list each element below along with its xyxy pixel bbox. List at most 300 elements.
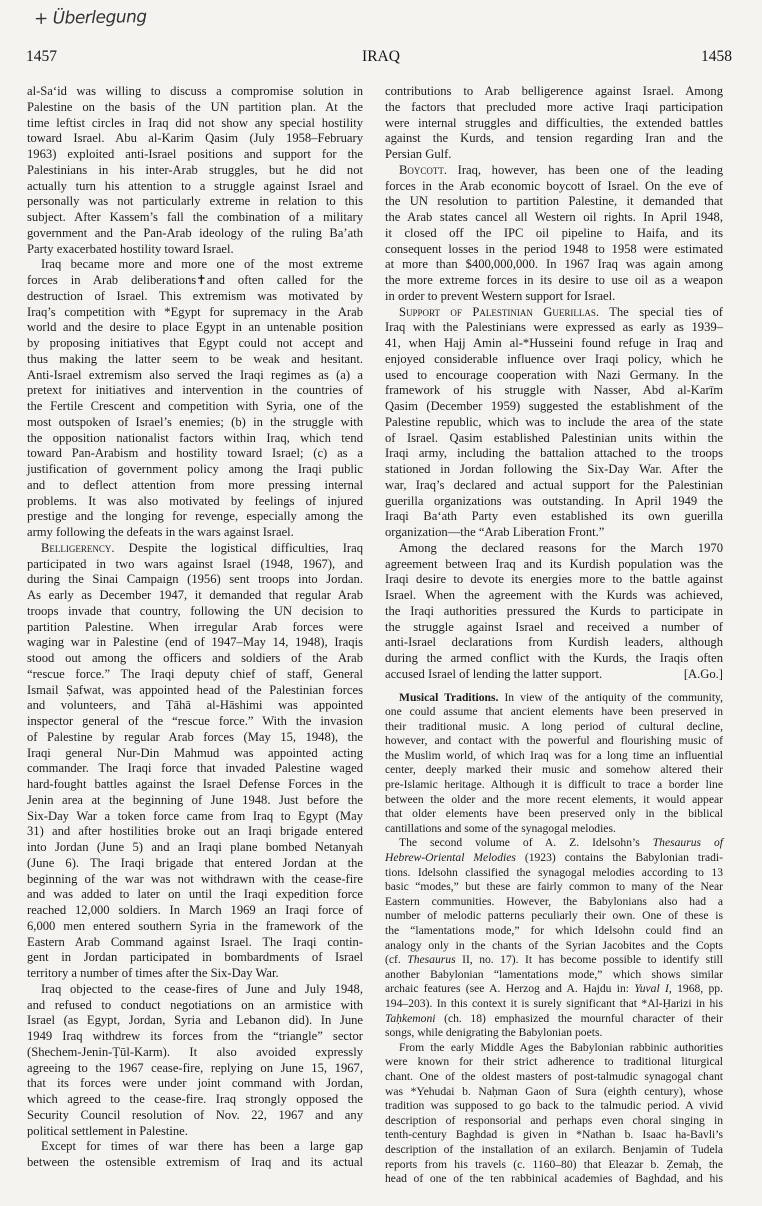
text-line xyxy=(27,541,363,557)
text-line xyxy=(27,840,363,856)
line-text: (cf. xyxy=(385,953,408,967)
line-text: which agreed to the cease-fire. Iraq strongly opposed the xyxy=(27,1092,363,1106)
line-text: stationed in Jordan following the Six-Day War. After the xyxy=(385,462,723,476)
iraq-israel-section xyxy=(385,84,723,683)
line-text: Ismail Ṣafwat, was appointed head of the Palestinian forces xyxy=(27,682,363,697)
text-line xyxy=(27,383,363,399)
text-line xyxy=(385,822,723,837)
text-line xyxy=(27,399,363,415)
text-line xyxy=(27,352,363,368)
text-line xyxy=(385,836,723,851)
line-text: political settlement in Palestine. xyxy=(27,1123,188,1138)
text-line xyxy=(385,895,723,910)
line-text: Eastern Arab Command against Israel. The Iraqi contin- xyxy=(27,934,363,949)
line-text: problems. It was also motivated by feelings of injured xyxy=(27,493,363,508)
text-line xyxy=(27,179,363,195)
line-text: and was added to later on until the Iraqi expedition force xyxy=(27,887,363,902)
text-line xyxy=(27,305,363,321)
line-text: pretext for initiatives and intervention in the countries of xyxy=(27,383,363,398)
line-text: Israel (as Egypt, Jordan, Syria and Lebanon did). In June xyxy=(27,1013,363,1028)
line-text: between the ostensible extremism of Iraq and its actual xyxy=(27,1155,363,1169)
text-line xyxy=(385,720,723,735)
line-text: Jenin area at the beginning of June 1948. Just before the xyxy=(27,792,363,807)
text-line xyxy=(27,903,363,919)
text-line xyxy=(27,998,363,1014)
text-line xyxy=(27,856,363,872)
text-line xyxy=(27,872,363,888)
line-text: Iraq became more and more one of the most extreme xyxy=(41,257,363,272)
text-line xyxy=(385,1026,723,1041)
text-line xyxy=(27,273,363,289)
text-line xyxy=(27,698,363,714)
text-line xyxy=(27,950,363,966)
line-text: it closed off the IPC oil pipeline to Haifa, and its xyxy=(385,225,723,240)
text-line xyxy=(27,1045,363,1061)
text-line xyxy=(27,935,363,951)
text-line xyxy=(27,635,363,651)
text-line xyxy=(27,509,363,525)
line-text: most outspoken of Israel’s enemies; (b) in the struggle with xyxy=(27,414,363,429)
line-text: partition Palestine. When irregular Arab forces were xyxy=(27,619,363,634)
line-text: “rescue force.” The Iraqi deputy chief of staff, General xyxy=(27,666,363,681)
text-line xyxy=(27,1061,363,1077)
line-text: and volunteers, and Ṭāhā al-Hāshimi was appointed xyxy=(27,698,363,713)
text-line xyxy=(385,84,723,100)
line-text: 31) and after hostilities broke out an Iraqi brigade entered xyxy=(27,824,363,839)
text-line xyxy=(27,714,363,730)
line-text: the UN resolution to partition Palestine, it demanded that xyxy=(385,194,723,209)
text-line xyxy=(385,1012,723,1027)
line-text: Iraq’s competition with *Egypt for supremacy in the Arab xyxy=(27,304,363,319)
text-line xyxy=(27,887,363,903)
text-line xyxy=(27,320,363,336)
text-line xyxy=(27,289,363,305)
line-text: anti-Israel declarations from Kurdish leaders, although xyxy=(385,635,723,650)
text-line xyxy=(385,1085,723,1100)
text-line xyxy=(385,494,723,510)
line-text: Iraqi Ba‘ath Party even established its own guerilla xyxy=(385,509,723,524)
line-text: 6,000 men entered southern Syria in the framework of the xyxy=(27,918,363,933)
line-text: Israel. When the agreement with the Kurds was achieved, xyxy=(385,588,723,602)
text-line xyxy=(385,1128,723,1143)
line-text: Qasim (December 1959) suggested the establishment of the xyxy=(385,399,723,413)
line-text: however, and contact with the powerful and flourishing music of xyxy=(385,734,723,748)
text-line xyxy=(385,1070,723,1085)
line-text: and refused to conduct negotiations on an armistice with xyxy=(27,997,363,1012)
text-line xyxy=(27,462,363,478)
text-line xyxy=(27,147,363,163)
line-text: the “lamentations mode,” for which Idelsohn could find an xyxy=(385,924,723,937)
line-text: the Arab states cancel all Western oil rights. In April 1948, xyxy=(385,210,723,224)
line-text: consequent losses in the period 1948 to 1958 were estimated xyxy=(385,241,723,256)
text-line xyxy=(385,210,723,226)
text-line xyxy=(27,1092,363,1108)
text-line xyxy=(385,320,723,336)
text-line xyxy=(27,1108,363,1124)
page-number-left: 1457 xyxy=(26,48,57,65)
text-line xyxy=(27,116,363,132)
text-line xyxy=(385,557,723,573)
line-text: Eastern communities. However, the Babylonians also had a xyxy=(385,894,723,908)
text-line xyxy=(385,194,723,210)
line-text: basic “modes,” but these are fairly common to many of the Near xyxy=(385,880,723,894)
text-line xyxy=(385,226,723,242)
line-text: Iraq with the Palestinians were expressed as early as 1939– xyxy=(385,320,723,335)
italic-title: Yuval I, xyxy=(634,982,672,996)
text-line xyxy=(27,242,363,258)
line-text: cantillations and some of the synagogal melodies. xyxy=(385,821,616,835)
line-text: waging war in Palestine (end of 1947–May 14, 1948), Iraqis xyxy=(27,635,363,650)
line-text: enjoyed considerable influence over Iraqi policy, which he xyxy=(385,351,723,366)
italic-title: Taḥkemoni xyxy=(385,1011,436,1025)
line-text: (Shechem-Jenin-Ṭūl-Karm). It also avoided expressly xyxy=(27,1044,363,1059)
text-line xyxy=(385,620,723,636)
italic-title: Thesaurus of xyxy=(652,836,724,850)
line-text: Security Council resolution of Nov. 22, 1967 and any xyxy=(27,1107,363,1122)
line-text: the more extreme forces in its desire to use oil as a weapon xyxy=(385,273,723,287)
line-text: were internal struggles and difficulties, the extended battles xyxy=(385,115,723,130)
line-text: 1968, pp. xyxy=(671,982,723,996)
text-line xyxy=(385,588,723,604)
text-line xyxy=(385,572,723,588)
line-text: Among the declared reasons for the March 1970 xyxy=(399,540,723,555)
line-text: 1963) exploited anti-Israel positions and support for the xyxy=(27,147,363,161)
text-line xyxy=(385,131,723,147)
line-text: territory a number of times after the Six-Day War. xyxy=(27,966,279,980)
text-line xyxy=(27,446,363,462)
text-line xyxy=(27,415,363,431)
line-text: 41, when Hajj Amin al-*Husseini found refuge in Iraq and xyxy=(385,336,723,350)
line-text: archaic features (see A. Herzog and A. Hajdu in: xyxy=(385,982,635,996)
text-line xyxy=(27,431,363,447)
line-text: 194–203). In this context it is surely significant that *Al-Ḥarizi in his xyxy=(385,996,723,1010)
handwritten-annotation: + Überlegung xyxy=(33,7,147,29)
line-text: personally was not particularly extreme in relation to this xyxy=(27,194,363,209)
text-line xyxy=(27,588,363,604)
text-line xyxy=(27,336,363,352)
line-text: organization—the “Arab Liberation Front.” xyxy=(385,525,605,539)
text-line xyxy=(27,777,363,793)
line-text: analogy only in the chants of the Syrian Jacobites and the Copts xyxy=(385,938,723,952)
line-text: actually turn his attention to a struggle against Israel and xyxy=(27,178,363,193)
line-text: As early as December 1947, it demanded that regular Arab xyxy=(27,588,363,602)
text-line xyxy=(385,509,723,525)
text-line xyxy=(27,478,363,494)
line-text: . Despite the logistical difficulties, Iraq xyxy=(111,540,363,555)
text-line xyxy=(385,273,723,289)
text-line xyxy=(385,851,723,866)
line-text: 1949 Iraq withdrew its forces from the “triangle” sector xyxy=(27,1029,363,1043)
text-line xyxy=(385,368,723,384)
line-text: inspector general of the “rescue force.” With the invasion xyxy=(27,714,363,728)
line-text: Iraqi army, including the battalion attached to the troops xyxy=(385,446,723,461)
text-line xyxy=(385,807,723,822)
line-text: the Muslim world, of which Iraq was for a long time an influential xyxy=(385,748,723,762)
line-text: commander. The Iraqi force that invaded Palestine waged xyxy=(27,761,363,776)
line-text: army following the defeats in the wars against Israel. xyxy=(27,525,294,539)
text-line xyxy=(385,997,723,1012)
text-line xyxy=(385,163,723,179)
text-line xyxy=(27,730,363,746)
text-line xyxy=(27,809,363,825)
text-line xyxy=(385,1099,723,1114)
line-text: one could assume that ancient elements have been preserved in xyxy=(385,705,723,719)
text-line xyxy=(385,651,723,667)
line-text: that older elements have been preserved only in the biblical xyxy=(385,807,723,821)
text-line xyxy=(27,572,363,588)
line-text: world and the desire to place Egypt in an untenable position xyxy=(27,320,363,335)
line-text: their traditional music. A long period of cultural decline, xyxy=(385,719,723,733)
line-text: contributions to Arab belligerence against Israel. Among xyxy=(385,84,723,98)
text-line xyxy=(27,557,363,573)
text-line xyxy=(385,1041,723,1056)
line-text: (1923) contains the Babylonian tradi- xyxy=(515,851,723,865)
running-title: IRAQ xyxy=(362,48,400,65)
text-line xyxy=(27,966,363,982)
text-line xyxy=(385,880,723,895)
text-line xyxy=(27,1029,363,1045)
text-line xyxy=(385,352,723,368)
text-line xyxy=(385,525,723,541)
line-text: Persian Gulf. xyxy=(385,147,452,161)
line-text: songs, while denigrating the Babylonian poets. xyxy=(385,1026,603,1040)
text-line xyxy=(385,866,723,881)
line-text: by proposing initiatives that Egypt could not accept and xyxy=(27,336,363,350)
line-text: guerilla organizations was outstanding. In April 1949 the xyxy=(385,493,723,508)
line-text: number of melodic patterns peculiarly their own. One of these is xyxy=(385,909,723,923)
line-text: accused Israel of lending the latter support. xyxy=(385,666,603,681)
text-line xyxy=(27,982,363,998)
musical-traditions-section xyxy=(385,691,723,1187)
line-text: justification of government policy among the Iraqi public xyxy=(27,462,363,476)
line-text: hard-fought battles against the Israel Defense Forces in the xyxy=(27,777,363,791)
text-line xyxy=(385,100,723,116)
text-line xyxy=(385,1158,723,1173)
line-text: The second volume of A. Z. Idelsohn’s xyxy=(399,836,653,850)
text-line xyxy=(27,525,363,541)
line-text: war, Iraq’s declared and actual support for the Palestinian xyxy=(385,477,723,492)
text-line xyxy=(27,210,363,226)
line-text: was *Yehudai b. Naḥman Gaon of Sura (eighth century), whose xyxy=(385,1084,723,1098)
text-line xyxy=(27,494,363,510)
text-line xyxy=(385,289,723,305)
text-line xyxy=(385,749,723,764)
line-text: beginning of the war was not withdrawn with the cease-fire xyxy=(27,871,363,886)
line-text: troops invade that country, following the UN decision to xyxy=(27,603,363,618)
text-line xyxy=(385,909,723,924)
line-text: the struggle against Israel and received a number of xyxy=(385,619,723,634)
text-line xyxy=(385,257,723,273)
line-text: at more than $400,000,000. In 1967 Iraq was again among xyxy=(385,257,723,272)
line-text: that its forces were under joint command with Jordan, xyxy=(27,1076,363,1091)
line-text: subject. After Kassem’s fall the combination of a military xyxy=(27,210,363,224)
text-line xyxy=(27,667,363,683)
line-text: framework of his struggle with Nasser, Abd al-Karīm xyxy=(385,383,723,398)
text-line xyxy=(385,939,723,954)
line-text: the Iraqi authorities pressured the Kurds to participate in xyxy=(385,603,723,618)
text-line xyxy=(385,478,723,494)
text-line xyxy=(27,163,363,179)
text-line xyxy=(27,84,363,100)
line-text: reached 12,000 soldiers. In March 1969 an Iraqi force of xyxy=(27,903,363,917)
text-line xyxy=(27,1013,363,1029)
line-text: Palestinians in his inter-Arab struggles, but he did not xyxy=(27,162,363,177)
line-text: the factors that precluded more active Iraqi participation xyxy=(385,99,723,114)
line-text: description of responsorial and perhaps even choral singing in xyxy=(385,1113,723,1127)
line-text: agreeing to the 1967 cease-fire, replying on June 15, 1967, xyxy=(27,1060,363,1075)
section-heading: Boycott xyxy=(399,162,444,177)
text-line xyxy=(385,1114,723,1129)
line-text: pre-Islamic heritage. Although it is difficult to trace a border line xyxy=(385,778,723,792)
right-column xyxy=(385,84,723,1187)
line-text: of Palestine by regular Arab forces (May 15, 1948), the xyxy=(27,729,363,744)
line-text: Except for times of war there has been a large gap xyxy=(41,1139,363,1154)
author-signature: [A.Go.] xyxy=(683,666,723,681)
text-line xyxy=(385,1172,723,1187)
line-text: Iraqi general Nur-Din Mahmud was appointed acting xyxy=(27,745,363,760)
text-line xyxy=(385,1055,723,1070)
text-line xyxy=(27,100,363,116)
left-column xyxy=(27,84,363,1171)
text-line xyxy=(27,368,363,384)
text-line xyxy=(385,446,723,462)
text-line xyxy=(27,131,363,147)
text-line xyxy=(385,635,723,651)
line-text: during the Sinai Campaign (1956) sent troops into Jordan. xyxy=(27,572,363,587)
line-text: (ch. 18) emphasized the mournful character of their xyxy=(435,1011,723,1025)
text-line xyxy=(385,399,723,415)
text-line xyxy=(385,1143,723,1158)
text-line xyxy=(385,604,723,620)
text-line xyxy=(385,147,723,163)
section-heading: Belligerency xyxy=(41,540,112,555)
line-text: destruction of Israel. This extremism was motivated by xyxy=(27,288,363,303)
line-text: tions. Idelsohn classified the synagogal melodies according to 13 xyxy=(385,865,723,879)
text-line xyxy=(385,431,723,447)
line-text: thus making the latter seem to be weak and hesitant. xyxy=(27,351,363,366)
text-line xyxy=(385,982,723,997)
text-line xyxy=(385,415,723,431)
line-text: used to encourage cooperation with Nazi Germany. In the xyxy=(385,367,723,382)
text-line xyxy=(27,1155,363,1171)
line-text: between the older and the more recent elements, it would appear xyxy=(385,792,723,806)
italic-title: Thesaurus xyxy=(407,953,456,967)
text-line xyxy=(27,194,363,210)
line-text: Iraqi desire to devote its energies more to the battle against xyxy=(385,572,723,587)
text-line xyxy=(27,226,363,242)
line-text: Party exacerbated hostility toward Israel. xyxy=(27,241,234,256)
line-text: stood out among the officers and soldiers of the Arab xyxy=(27,651,363,665)
text-line xyxy=(385,305,723,321)
text-line xyxy=(385,541,723,557)
line-text: reports from his travels (c. 1160–80) that Eleazar b. Ẓemaḥ, the xyxy=(385,1157,723,1171)
text-line xyxy=(385,667,723,683)
text-line xyxy=(385,383,723,399)
line-text: head of one of the ten rabbinical academies of Baghdad, and his xyxy=(385,1172,723,1186)
line-text: and to deflect attention from more pressing internal xyxy=(27,477,363,492)
text-line xyxy=(27,824,363,840)
text-line xyxy=(385,778,723,793)
text-line xyxy=(385,462,723,478)
text-line xyxy=(385,953,723,968)
line-text: the Fertile Crescent and competition with Syria, one of the xyxy=(27,399,363,413)
text-line xyxy=(27,919,363,935)
line-text: during the armed conflict with the Kurds, the Iraqis often xyxy=(385,651,723,665)
line-text: In view of the antiquity of the community, xyxy=(498,690,723,704)
text-line xyxy=(385,763,723,778)
line-text: agreement between Iraq and its Kurdish population was the xyxy=(385,556,723,571)
line-text: prestige and the longing for revenge, especially among the xyxy=(27,509,363,524)
italic-title: Hebrew-Oriental Melodies xyxy=(385,851,516,865)
line-text: time leftist circles in Iraq did not show any special hostility xyxy=(27,115,363,130)
line-text: chant. One of the oldest masters of post-talmudic synagogal chant xyxy=(385,1069,723,1083)
line-text: forces in the Arab economic boycott of Israel. On the eve of xyxy=(385,178,723,193)
text-line xyxy=(27,257,363,273)
section-heading: Support of Palestinian Guerillas xyxy=(399,304,596,319)
text-line xyxy=(27,1124,363,1140)
line-text: forces in Arab deliberations✝and often called for the xyxy=(27,273,363,287)
page-number-right: 1458 xyxy=(701,48,732,65)
line-text: were known for their strict adherence to traditional liturgical xyxy=(385,1055,723,1069)
text-line xyxy=(27,604,363,620)
text-line xyxy=(385,336,723,352)
line-text: Anti-Israel extremism also served the Iraqi regimes as (a) a xyxy=(27,367,363,382)
text-line xyxy=(385,968,723,983)
line-text: another Babylonian “lamentations mode,” which shows similar xyxy=(385,967,723,981)
line-text: From the early Middle Ages the Babylonian rabbinic authorities xyxy=(399,1040,723,1054)
line-text: Palestine republic, which was to include the area of the state xyxy=(385,414,723,429)
line-text: Iraq objected to the cease-fires of June and July 1948, xyxy=(41,981,363,996)
line-text: II, no. 17). It has become possible to identify still xyxy=(455,953,724,967)
line-text: in order to prevent Western support for Israel. xyxy=(385,288,616,303)
text-line xyxy=(27,1076,363,1092)
text-line xyxy=(27,1139,363,1155)
line-text: Palestine on the basis of the UN partition plan. At the xyxy=(27,99,363,114)
text-line xyxy=(27,651,363,667)
line-text: tradition was supposed to go back to the talmudic period. A vivid xyxy=(385,1099,723,1113)
text-line xyxy=(385,734,723,749)
line-text: . The special ties of xyxy=(595,304,723,319)
line-text: description of the installation of an exilarch. Benjamin of Tudela xyxy=(385,1142,723,1156)
line-text: . Iraq, however, has been one of the leading xyxy=(443,162,723,177)
text-line xyxy=(27,683,363,699)
text-line xyxy=(385,242,723,258)
text-line xyxy=(385,924,723,939)
text-line xyxy=(385,116,723,132)
text-line xyxy=(27,620,363,636)
section-heading: Musical Traditions. xyxy=(399,690,499,704)
text-line xyxy=(385,179,723,195)
line-text: government and the Pan-Arab ideology of the ruling Ba’ath xyxy=(27,225,363,240)
line-text: Six-Day War a token force came from Iraq to Egypt (May xyxy=(27,808,363,823)
line-text: toward Israel. Abu al-Karim Qasim (July 1958–February xyxy=(27,131,363,146)
text-line xyxy=(385,793,723,808)
text-line xyxy=(385,705,723,720)
text-line xyxy=(27,746,363,762)
line-text: of Israel. Qasim established Palestinian units within the xyxy=(385,430,723,445)
text-line xyxy=(27,761,363,777)
line-text: tenth-century Baghdad is given in *Nathan b. Isaac ha-Bavli’s xyxy=(385,1128,723,1142)
line-text: gent in Jordan participated in bombardments of Israel xyxy=(27,950,363,965)
line-text: center, deeply marked their music and somehow altered their xyxy=(385,763,723,777)
line-text: into Jordan (June 5) and an Iraqi plane bombed Netanyah xyxy=(27,840,363,854)
line-text: against the Kurds, and tension regarding Iran and the xyxy=(385,131,723,146)
text-line xyxy=(385,691,723,706)
text-line xyxy=(27,793,363,809)
line-text: toward Pan-Arabism and hostility toward Israel; (c) as a xyxy=(27,446,363,461)
line-text: al-Sa‘id was willing to discuss a compromise solution in xyxy=(27,84,363,98)
line-text: (June 6). The Iraqi brigade that entered Jordan at the xyxy=(27,855,363,870)
